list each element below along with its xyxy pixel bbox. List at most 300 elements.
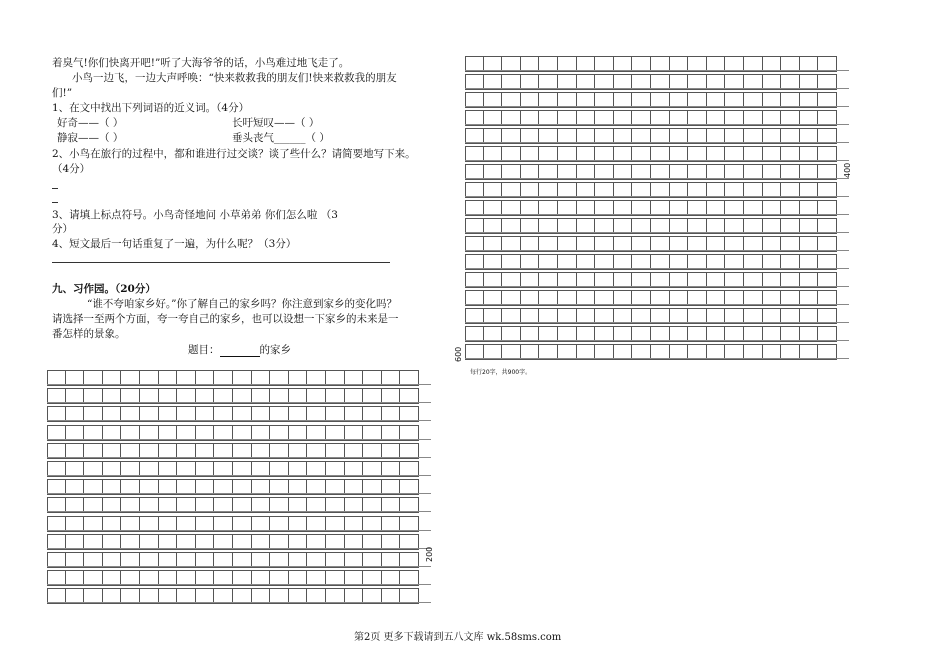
grid-cell[interactable] <box>233 498 252 512</box>
grid-cell[interactable] <box>539 273 558 287</box>
grid-cell[interactable] <box>103 389 122 403</box>
grid-cell[interactable] <box>47 498 66 512</box>
grid-cell[interactable] <box>614 291 633 305</box>
grid-cell[interactable] <box>763 75 782 89</box>
grid-cell[interactable] <box>233 371 252 385</box>
grid-cell[interactable] <box>818 345 837 359</box>
grid-cell[interactable] <box>818 219 837 233</box>
grid-cell[interactable] <box>214 407 233 421</box>
grid-cell[interactable] <box>252 462 271 476</box>
grid-cell[interactable] <box>651 183 670 197</box>
grid-cell[interactable] <box>558 273 577 287</box>
grid-cell[interactable] <box>763 327 782 341</box>
grid-cell[interactable] <box>214 444 233 458</box>
grid-cell[interactable] <box>763 93 782 107</box>
grid-cell[interactable] <box>270 371 289 385</box>
grid-cell[interactable] <box>289 535 308 549</box>
grid-cell[interactable] <box>121 371 140 385</box>
grid-cell[interactable] <box>103 371 122 385</box>
grid-cell[interactable] <box>539 147 558 161</box>
grid-cell[interactable] <box>539 111 558 125</box>
grid-cell[interactable] <box>103 480 122 494</box>
grid-cell[interactable] <box>595 165 614 179</box>
grid-cell[interactable] <box>577 237 596 251</box>
grid-cell[interactable] <box>270 480 289 494</box>
grid-cell[interactable] <box>326 444 345 458</box>
grid-cell[interactable] <box>159 498 178 512</box>
grid-cell[interactable] <box>484 237 503 251</box>
grid-cell[interactable] <box>688 201 707 215</box>
grid-cell[interactable] <box>800 237 819 251</box>
grid-cell[interactable] <box>252 444 271 458</box>
grid-cell[interactable] <box>465 93 484 107</box>
grid-cell[interactable] <box>670 309 689 323</box>
grid-cell[interactable] <box>47 517 66 531</box>
grid-cell[interactable] <box>558 255 577 269</box>
grid-cell[interactable] <box>502 93 521 107</box>
grid-cell[interactable] <box>670 93 689 107</box>
grid-cell[interactable] <box>84 535 103 549</box>
grid-cell[interactable] <box>558 111 577 125</box>
grid-cell[interactable] <box>84 498 103 512</box>
grid-cell[interactable] <box>121 462 140 476</box>
grid-cell[interactable] <box>614 237 633 251</box>
grid-cell[interactable] <box>400 407 419 421</box>
grid-cell[interactable] <box>539 201 558 215</box>
grid-cell[interactable] <box>818 309 837 323</box>
grid-cell[interactable] <box>121 480 140 494</box>
grid-cell[interactable] <box>465 255 484 269</box>
grid-cell[interactable] <box>47 444 66 458</box>
grid-cell[interactable] <box>521 165 540 179</box>
grid-cell[interactable] <box>345 407 364 421</box>
grid-cell[interactable] <box>632 255 651 269</box>
grid-cell[interactable] <box>159 535 178 549</box>
grid-cell[interactable] <box>103 407 122 421</box>
grid-cell[interactable] <box>66 571 85 585</box>
grid-cell[interactable] <box>270 535 289 549</box>
grid-cell[interactable] <box>214 589 233 603</box>
grid-cell[interactable] <box>140 517 159 531</box>
grid-cell[interactable] <box>521 309 540 323</box>
grid-cell[interactable] <box>521 57 540 71</box>
grid-cell[interactable] <box>214 517 233 531</box>
grid-cell[interactable] <box>707 129 726 143</box>
grid-cell[interactable] <box>47 589 66 603</box>
grid-cell[interactable] <box>781 273 800 287</box>
grid-cell[interactable] <box>521 219 540 233</box>
grid-cell[interactable] <box>233 407 252 421</box>
grid-cell[interactable] <box>140 480 159 494</box>
grid-cell[interactable] <box>707 147 726 161</box>
grid-cell[interactable] <box>103 462 122 476</box>
grid-cell[interactable] <box>651 129 670 143</box>
grid-cell[interactable] <box>177 535 196 549</box>
grid-cell[interactable] <box>47 389 66 403</box>
grid-cell[interactable] <box>539 183 558 197</box>
grid-cell[interactable] <box>84 462 103 476</box>
grid-cell[interactable] <box>196 444 215 458</box>
grid-cell[interactable] <box>651 291 670 305</box>
grid-cell[interactable] <box>614 201 633 215</box>
grid-cell[interactable] <box>307 553 326 567</box>
grid-cell[interactable] <box>66 535 85 549</box>
grid-cell[interactable] <box>558 57 577 71</box>
grid-cell[interactable] <box>670 291 689 305</box>
grid-cell[interactable] <box>326 571 345 585</box>
grid-cell[interactable] <box>484 57 503 71</box>
grid-cell[interactable] <box>670 219 689 233</box>
grid-cell[interactable] <box>465 237 484 251</box>
grid-cell[interactable] <box>326 462 345 476</box>
grid-cell[interactable] <box>484 201 503 215</box>
grid-cell[interactable] <box>614 165 633 179</box>
grid-cell[interactable] <box>159 462 178 476</box>
grid-cell[interactable] <box>382 480 401 494</box>
grid-cell[interactable] <box>196 426 215 440</box>
grid-cell[interactable] <box>363 589 382 603</box>
grid-cell[interactable] <box>800 327 819 341</box>
grid-cell[interactable] <box>763 57 782 71</box>
grid-cell[interactable] <box>818 129 837 143</box>
grid-cell[interactable] <box>670 75 689 89</box>
grid-cell[interactable] <box>465 291 484 305</box>
grid-cell[interactable] <box>270 407 289 421</box>
grid-cell[interactable] <box>632 129 651 143</box>
grid-cell[interactable] <box>577 345 596 359</box>
grid-cell[interactable] <box>614 57 633 71</box>
grid-cell[interactable] <box>539 219 558 233</box>
grid-cell[interactable] <box>484 93 503 107</box>
grid-cell[interactable] <box>595 309 614 323</box>
grid-cell[interactable] <box>651 111 670 125</box>
grid-cell[interactable] <box>270 444 289 458</box>
grid-cell[interactable] <box>382 444 401 458</box>
grid-cell[interactable] <box>177 589 196 603</box>
grid-cell[interactable] <box>558 309 577 323</box>
grid-cell[interactable] <box>159 444 178 458</box>
grid-cell[interactable] <box>818 255 837 269</box>
grid-cell[interactable] <box>84 517 103 531</box>
grid-cell[interactable] <box>539 165 558 179</box>
grid-cell[interactable] <box>614 129 633 143</box>
grid-cell[interactable] <box>707 57 726 71</box>
grid-cell[interactable] <box>502 219 521 233</box>
grid-cell[interactable] <box>47 480 66 494</box>
grid-cell[interactable] <box>121 407 140 421</box>
grid-cell[interactable] <box>47 553 66 567</box>
grid-cell[interactable] <box>121 498 140 512</box>
grid-cell[interactable] <box>818 147 837 161</box>
grid-cell[interactable] <box>307 498 326 512</box>
grid-cell[interactable] <box>363 444 382 458</box>
grid-cell[interactable] <box>800 93 819 107</box>
grid-cell[interactable] <box>121 389 140 403</box>
grid-cell[interactable] <box>539 93 558 107</box>
grid-cell[interactable] <box>326 535 345 549</box>
grid-cell[interactable] <box>502 165 521 179</box>
grid-cell[interactable] <box>539 309 558 323</box>
grid-cell[interactable] <box>781 291 800 305</box>
grid-cell[interactable] <box>614 75 633 89</box>
grid-cell[interactable] <box>177 371 196 385</box>
grid-cell[interactable] <box>632 237 651 251</box>
grid-cell[interactable] <box>688 273 707 287</box>
grid-cell[interactable] <box>484 309 503 323</box>
grid-cell[interactable] <box>577 219 596 233</box>
grid-cell[interactable] <box>233 480 252 494</box>
grid-cell[interactable] <box>159 571 178 585</box>
grid-cell[interactable] <box>800 291 819 305</box>
grid-cell[interactable] <box>521 201 540 215</box>
grid-cell[interactable] <box>707 165 726 179</box>
grid-cell[interactable] <box>307 480 326 494</box>
grid-cell[interactable] <box>595 327 614 341</box>
grid-cell[interactable] <box>558 291 577 305</box>
grid-cell[interactable] <box>121 426 140 440</box>
grid-cell[interactable] <box>465 165 484 179</box>
grid-cell[interactable] <box>484 75 503 89</box>
grid-cell[interactable] <box>177 571 196 585</box>
grid-cell[interactable] <box>177 517 196 531</box>
grid-cell[interactable] <box>252 389 271 403</box>
grid-cell[interactable] <box>688 255 707 269</box>
grid-cell[interactable] <box>688 147 707 161</box>
grid-cell[interactable] <box>577 327 596 341</box>
grid-cell[interactable] <box>744 93 763 107</box>
grid-cell[interactable] <box>363 407 382 421</box>
grid-cell[interactable] <box>651 273 670 287</box>
grid-cell[interactable] <box>595 273 614 287</box>
grid-cell[interactable] <box>818 165 837 179</box>
grid-cell[interactable] <box>521 129 540 143</box>
grid-cell[interactable] <box>177 426 196 440</box>
grid-cell[interactable] <box>725 129 744 143</box>
grid-cell[interactable] <box>159 371 178 385</box>
grid-cell[interactable] <box>196 498 215 512</box>
grid-cell[interactable] <box>400 571 419 585</box>
grid-cell[interactable] <box>363 426 382 440</box>
grid-cell[interactable] <box>800 309 819 323</box>
grid-cell[interactable] <box>707 93 726 107</box>
grid-cell[interactable] <box>818 57 837 71</box>
grid-cell[interactable] <box>270 589 289 603</box>
grid-cell[interactable] <box>781 309 800 323</box>
grid-cell[interactable] <box>651 237 670 251</box>
grid-cell[interactable] <box>103 589 122 603</box>
grid-cell[interactable] <box>558 201 577 215</box>
grid-cell[interactable] <box>400 389 419 403</box>
grid-cell[interactable] <box>47 571 66 585</box>
grid-cell[interactable] <box>400 553 419 567</box>
grid-cell[interactable] <box>595 57 614 71</box>
grid-cell[interactable] <box>707 255 726 269</box>
grid-cell[interactable] <box>688 75 707 89</box>
grid-cell[interactable] <box>558 327 577 341</box>
grid-cell[interactable] <box>140 571 159 585</box>
grid-cell[interactable] <box>233 389 252 403</box>
grid-cell[interactable] <box>744 273 763 287</box>
grid-cell[interactable] <box>345 571 364 585</box>
grid-cell[interactable] <box>214 480 233 494</box>
grid-cell[interactable] <box>484 291 503 305</box>
grid-cell[interactable] <box>140 462 159 476</box>
grid-cell[interactable] <box>326 407 345 421</box>
grid-cell[interactable] <box>502 111 521 125</box>
grid-cell[interactable] <box>670 111 689 125</box>
grid-cell[interactable] <box>781 255 800 269</box>
grid-cell[interactable] <box>558 183 577 197</box>
grid-cell[interactable] <box>632 327 651 341</box>
grid-cell[interactable] <box>595 345 614 359</box>
grid-cell[interactable] <box>289 553 308 567</box>
grid-cell[interactable] <box>252 426 271 440</box>
grid-cell[interactable] <box>66 371 85 385</box>
grid-cell[interactable] <box>725 201 744 215</box>
grid-cell[interactable] <box>781 93 800 107</box>
grid-cell[interactable] <box>725 291 744 305</box>
grid-cell[interactable] <box>595 93 614 107</box>
grid-cell[interactable] <box>558 165 577 179</box>
grid-cell[interactable] <box>214 371 233 385</box>
grid-cell[interactable] <box>707 111 726 125</box>
grid-cell[interactable] <box>84 589 103 603</box>
grid-cell[interactable] <box>781 147 800 161</box>
grid-cell[interactable] <box>289 389 308 403</box>
grid-cell[interactable] <box>818 93 837 107</box>
grid-cell[interactable] <box>252 589 271 603</box>
grid-cell[interactable] <box>763 345 782 359</box>
grid-cell[interactable] <box>651 57 670 71</box>
grid-cell[interactable] <box>326 480 345 494</box>
grid-cell[interactable] <box>725 219 744 233</box>
grid-cell[interactable] <box>140 498 159 512</box>
grid-cell[interactable] <box>214 462 233 476</box>
grid-cell[interactable] <box>140 389 159 403</box>
grid-cell[interactable] <box>66 498 85 512</box>
grid-cell[interactable] <box>781 75 800 89</box>
grid-cell[interactable] <box>345 426 364 440</box>
grid-cell[interactable] <box>326 589 345 603</box>
grid-cell[interactable] <box>270 389 289 403</box>
grid-cell[interactable] <box>577 255 596 269</box>
grid-cell[interactable] <box>159 389 178 403</box>
grid-cell[interactable] <box>577 75 596 89</box>
grid-cell[interactable] <box>688 309 707 323</box>
grid-cell[interactable] <box>289 571 308 585</box>
grid-cell[interactable] <box>502 129 521 143</box>
grid-cell[interactable] <box>577 291 596 305</box>
grid-cell[interactable] <box>725 183 744 197</box>
grid-cell[interactable] <box>539 237 558 251</box>
grid-cell[interactable] <box>707 273 726 287</box>
grid-cell[interactable] <box>781 129 800 143</box>
grid-cell[interactable] <box>632 147 651 161</box>
grid-cell[interactable] <box>307 371 326 385</box>
grid-cell[interactable] <box>196 571 215 585</box>
grid-cell[interactable] <box>47 371 66 385</box>
grid-cell[interactable] <box>707 219 726 233</box>
grid-cell[interactable] <box>382 426 401 440</box>
grid-cell[interactable] <box>465 201 484 215</box>
grid-cell[interactable] <box>818 327 837 341</box>
grid-cell[interactable] <box>800 255 819 269</box>
grid-cell[interactable] <box>614 183 633 197</box>
grid-cell[interactable] <box>725 111 744 125</box>
grid-cell[interactable] <box>577 273 596 287</box>
grid-cell[interactable] <box>289 589 308 603</box>
grid-cell[interactable] <box>177 389 196 403</box>
grid-cell[interactable] <box>345 517 364 531</box>
grid-cell[interactable] <box>363 535 382 549</box>
grid-cell[interactable] <box>400 589 419 603</box>
grid-cell[interactable] <box>539 327 558 341</box>
grid-cell[interactable] <box>614 147 633 161</box>
grid-cell[interactable] <box>577 57 596 71</box>
grid-cell[interactable] <box>632 183 651 197</box>
title-blank[interactable] <box>220 345 260 357</box>
grid-cell[interactable] <box>66 426 85 440</box>
grid-cell[interactable] <box>363 389 382 403</box>
grid-cell[interactable] <box>818 291 837 305</box>
grid-cell[interactable] <box>502 75 521 89</box>
grid-cell[interactable] <box>233 571 252 585</box>
grid-cell[interactable] <box>196 407 215 421</box>
grid-cell[interactable] <box>744 147 763 161</box>
grid-cell[interactable] <box>744 237 763 251</box>
grid-cell[interactable] <box>363 371 382 385</box>
grid-cell[interactable] <box>270 571 289 585</box>
grid-cell[interactable] <box>651 345 670 359</box>
grid-cell[interactable] <box>382 389 401 403</box>
grid-cell[interactable] <box>400 517 419 531</box>
grid-cell[interactable] <box>159 426 178 440</box>
grid-cell[interactable] <box>465 183 484 197</box>
grid-cell[interactable] <box>595 237 614 251</box>
grid-cell[interactable] <box>781 57 800 71</box>
grid-cell[interactable] <box>502 345 521 359</box>
grid-cell[interactable] <box>196 462 215 476</box>
grid-cell[interactable] <box>781 327 800 341</box>
grid-cell[interactable] <box>744 57 763 71</box>
grid-cell[interactable] <box>521 111 540 125</box>
grid-cell[interactable] <box>744 111 763 125</box>
grid-cell[interactable] <box>744 165 763 179</box>
grid-cell[interactable] <box>632 111 651 125</box>
grid-cell[interactable] <box>103 426 122 440</box>
grid-cell[interactable] <box>763 147 782 161</box>
grid-cell[interactable] <box>614 219 633 233</box>
grid-cell[interactable] <box>196 389 215 403</box>
grid-cell[interactable] <box>763 111 782 125</box>
grid-cell[interactable] <box>632 165 651 179</box>
grid-cell[interactable] <box>670 345 689 359</box>
grid-cell[interactable] <box>121 571 140 585</box>
grid-cell[interactable] <box>465 273 484 287</box>
grid-cell[interactable] <box>744 183 763 197</box>
grid-cell[interactable] <box>763 165 782 179</box>
grid-cell[interactable] <box>818 111 837 125</box>
grid-cell[interactable] <box>725 327 744 341</box>
grid-cell[interactable] <box>140 535 159 549</box>
grid-cell[interactable] <box>307 389 326 403</box>
grid-cell[interactable] <box>595 219 614 233</box>
grid-cell[interactable] <box>400 371 419 385</box>
grid-cell[interactable] <box>400 498 419 512</box>
grid-cell[interactable] <box>558 93 577 107</box>
grid-cell[interactable] <box>66 389 85 403</box>
grid-cell[interactable] <box>84 571 103 585</box>
